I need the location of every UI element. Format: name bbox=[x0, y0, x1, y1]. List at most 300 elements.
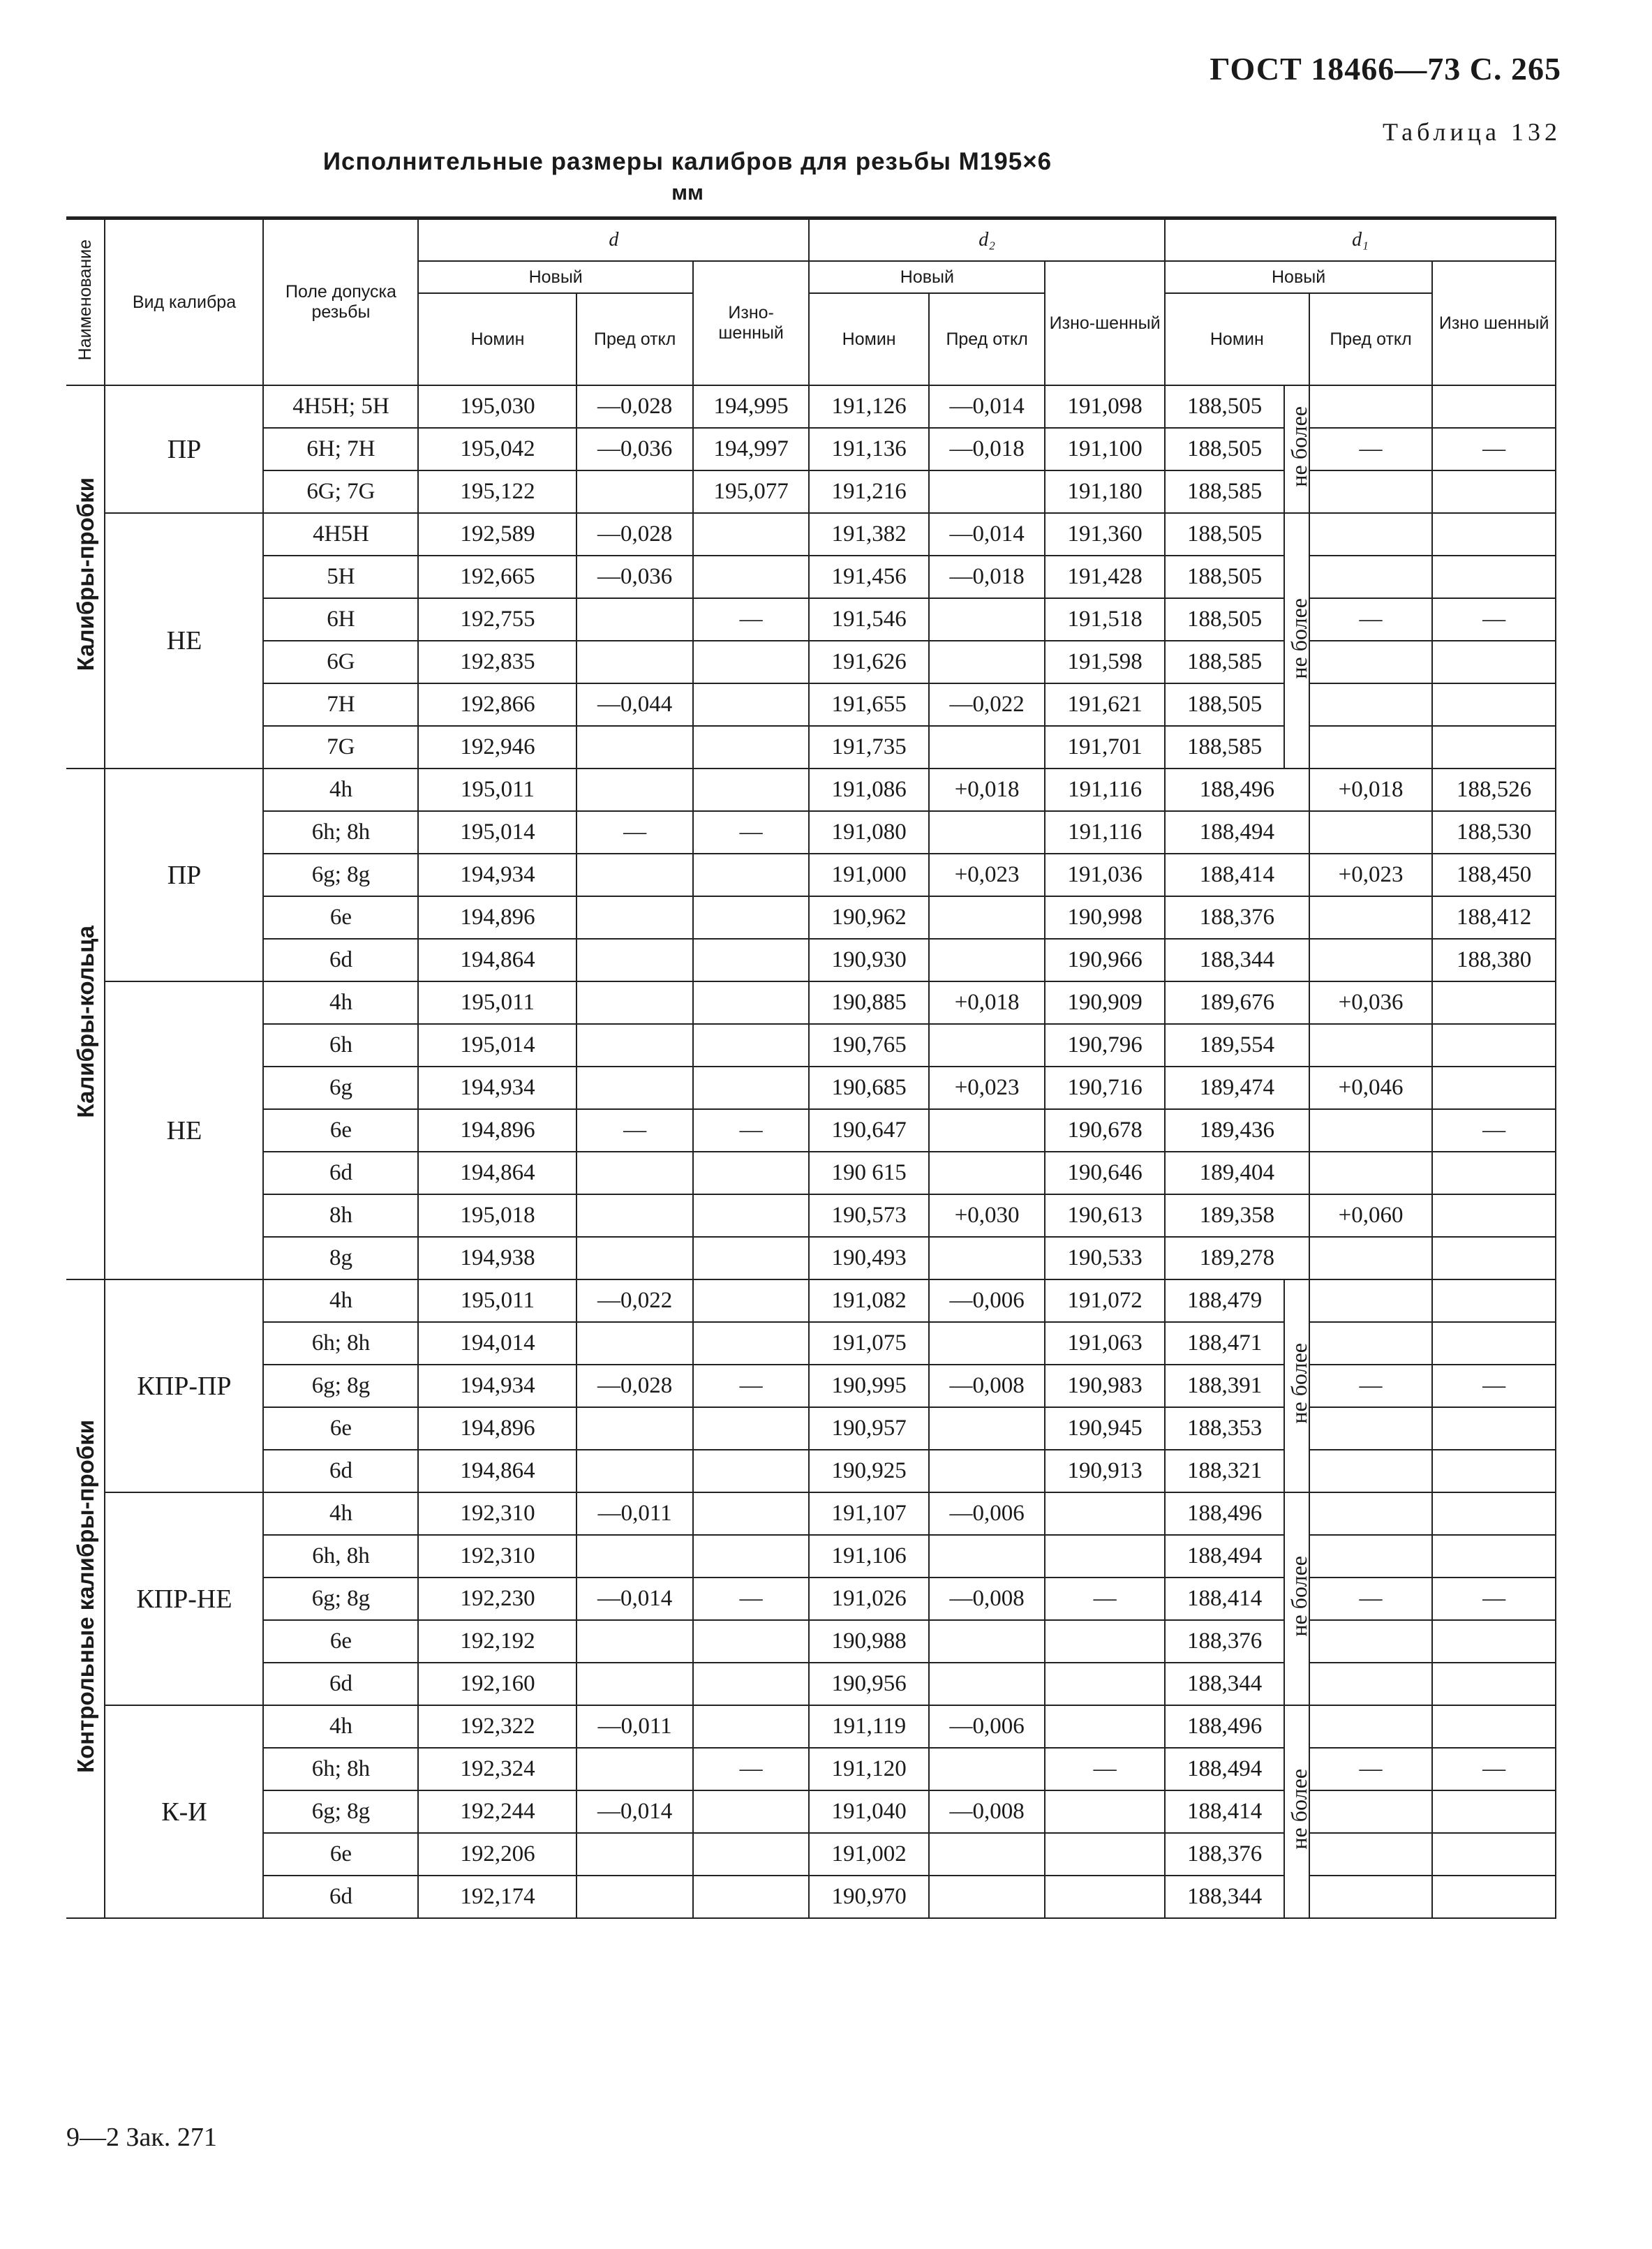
d2-worn bbox=[1045, 1620, 1165, 1663]
d2-worn: 191,098 bbox=[1045, 385, 1165, 428]
d1-nominal: 188,353 bbox=[1165, 1407, 1285, 1450]
d1-worn bbox=[1432, 1705, 1556, 1748]
d2-nominal: 191,126 bbox=[809, 385, 929, 428]
d-nominal: 194,896 bbox=[418, 1407, 576, 1450]
d-worn: 195,077 bbox=[693, 470, 809, 513]
d1-deviation: — bbox=[1309, 1578, 1433, 1620]
d-deviation bbox=[576, 1194, 692, 1237]
limit-note: не более bbox=[1286, 1556, 1312, 1637]
tolerance-field: 6d bbox=[263, 1876, 418, 1918]
table-row bbox=[66, 811, 1556, 854]
d1-nominal: 188,505 bbox=[1165, 556, 1285, 598]
d-deviation bbox=[576, 981, 692, 1024]
d-deviation bbox=[576, 769, 692, 811]
d1-nominal: 188,471 bbox=[1165, 1322, 1285, 1365]
group-name: Калибры-кольца bbox=[72, 925, 98, 1118]
d-nominal: 194,864 bbox=[418, 1450, 576, 1492]
limit-note-cell bbox=[1284, 1705, 1312, 1918]
d-worn: — bbox=[693, 1365, 809, 1407]
table-row bbox=[66, 1365, 1556, 1407]
d-nominal: 195,011 bbox=[418, 769, 576, 811]
tolerance-field: 6e bbox=[263, 896, 418, 939]
d-deviation: —0,011 bbox=[576, 1492, 692, 1535]
d-deviation bbox=[576, 726, 692, 769]
table-row bbox=[66, 1876, 1556, 1918]
d1-deviation bbox=[1309, 1322, 1433, 1365]
d-nominal: 195,018 bbox=[418, 1194, 576, 1237]
d-worn bbox=[693, 769, 809, 811]
d1-nominal: 188,585 bbox=[1165, 726, 1285, 769]
d1-deviation bbox=[1309, 939, 1433, 981]
d2-deviation: +0,030 bbox=[929, 1194, 1045, 1237]
d1-nominal: 189,474 bbox=[1165, 1067, 1309, 1109]
d1-deviation bbox=[1309, 1790, 1433, 1833]
d2-nominal: 191,626 bbox=[809, 641, 929, 683]
d1-nominal: 188,505 bbox=[1165, 428, 1285, 470]
table-row bbox=[66, 598, 1556, 641]
d-worn: — bbox=[693, 1748, 809, 1790]
d-worn: — bbox=[693, 1578, 809, 1620]
header-d2-worn: Изно-шенный bbox=[1045, 261, 1165, 385]
d1-worn bbox=[1432, 1535, 1556, 1578]
d2-nominal: 190 615 bbox=[809, 1152, 929, 1194]
d1-worn: 188,380 bbox=[1432, 939, 1556, 981]
d-worn: — bbox=[693, 811, 809, 854]
d2-nominal: 190,962 bbox=[809, 896, 929, 939]
d1-deviation bbox=[1309, 641, 1433, 683]
d-nominal: 192,665 bbox=[418, 556, 576, 598]
d2-worn: 191,428 bbox=[1045, 556, 1165, 598]
d-nominal: 192,160 bbox=[418, 1663, 576, 1705]
d-nominal: 192,835 bbox=[418, 641, 576, 683]
d1-nominal: 188,376 bbox=[1165, 1620, 1285, 1663]
d2-deviation: —0,006 bbox=[929, 1492, 1045, 1535]
d2-worn: 191,180 bbox=[1045, 470, 1165, 513]
d1-worn: 188,530 bbox=[1432, 811, 1556, 854]
d2-worn: 190,796 bbox=[1045, 1024, 1165, 1067]
d2-worn: 190,983 bbox=[1045, 1365, 1165, 1407]
tolerance-field: 5H bbox=[263, 556, 418, 598]
d-nominal: 194,014 bbox=[418, 1322, 576, 1365]
d-worn bbox=[693, 726, 809, 769]
d2-nominal: 191,456 bbox=[809, 556, 929, 598]
d-worn bbox=[693, 1194, 809, 1237]
d2-deviation bbox=[929, 1663, 1045, 1705]
header-d2-deviation: Пред откл bbox=[929, 293, 1045, 385]
d1-worn bbox=[1432, 1663, 1556, 1705]
d1-deviation bbox=[1309, 1407, 1433, 1450]
d-worn bbox=[693, 1237, 809, 1279]
table-row bbox=[66, 896, 1556, 939]
d-worn: — bbox=[693, 598, 809, 641]
page-header: ГОСТ 18466—73 С. 265 bbox=[1210, 51, 1561, 87]
d2-deviation bbox=[929, 1152, 1045, 1194]
gauge-kind: ПР bbox=[105, 385, 263, 513]
table-row bbox=[66, 513, 1556, 556]
d-deviation bbox=[576, 1407, 692, 1450]
d2-worn: 191,621 bbox=[1045, 683, 1165, 726]
d-deviation bbox=[576, 896, 692, 939]
tolerance-field: 6g; 8g bbox=[263, 1790, 418, 1833]
d1-nominal: 189,554 bbox=[1165, 1024, 1309, 1067]
d1-nominal: 188,344 bbox=[1165, 1876, 1285, 1918]
d2-nominal: 191,002 bbox=[809, 1833, 929, 1876]
d1-deviation bbox=[1309, 896, 1433, 939]
tolerance-field: 8g bbox=[263, 1237, 418, 1279]
gauge-kind: КПР-НЕ bbox=[105, 1492, 263, 1705]
d1-deviation bbox=[1309, 470, 1433, 513]
d1-deviation bbox=[1309, 1450, 1433, 1492]
d2-nominal: 191,382 bbox=[809, 513, 929, 556]
tolerance-field: 7G bbox=[263, 726, 418, 769]
d1-nominal: 188,494 bbox=[1165, 1535, 1285, 1578]
d1-nominal: 188,376 bbox=[1165, 1833, 1285, 1876]
d1-nominal: 188,414 bbox=[1165, 1578, 1285, 1620]
table-row bbox=[66, 641, 1556, 683]
d-nominal: 192,866 bbox=[418, 683, 576, 726]
tolerance-field: 6d bbox=[263, 1450, 418, 1492]
tolerance-field: 6h; 8h bbox=[263, 1322, 418, 1365]
d1-worn: 188,412 bbox=[1432, 896, 1556, 939]
tolerance-field: 6h; 8h bbox=[263, 1748, 418, 1790]
d2-worn bbox=[1045, 1535, 1165, 1578]
tolerance-field: 6h bbox=[263, 1024, 418, 1067]
d-nominal: 192,244 bbox=[418, 1790, 576, 1833]
d1-deviation bbox=[1309, 385, 1433, 428]
d-nominal: 195,014 bbox=[418, 811, 576, 854]
table-row bbox=[66, 1578, 1556, 1620]
d2-deviation: +0,018 bbox=[929, 981, 1045, 1024]
d2-nominal: 191,136 bbox=[809, 428, 929, 470]
d1-nominal: 189,436 bbox=[1165, 1109, 1309, 1152]
group-name: Калибры-пробки bbox=[72, 477, 98, 671]
table-row bbox=[66, 1109, 1556, 1152]
d1-deviation bbox=[1309, 726, 1433, 769]
d-worn bbox=[693, 1620, 809, 1663]
tolerance-field: 4H5H; 5H bbox=[263, 385, 418, 428]
d-nominal: 194,934 bbox=[418, 1365, 576, 1407]
d-deviation bbox=[576, 1152, 692, 1194]
d-nominal: 194,864 bbox=[418, 1152, 576, 1194]
d2-nominal: 191,075 bbox=[809, 1322, 929, 1365]
d1-worn bbox=[1432, 470, 1556, 513]
d2-nominal: 191,040 bbox=[809, 1790, 929, 1833]
tolerance-field: 6e bbox=[263, 1109, 418, 1152]
d-nominal: 194,938 bbox=[418, 1237, 576, 1279]
d-nominal: 192,946 bbox=[418, 726, 576, 769]
d-nominal: 194,864 bbox=[418, 939, 576, 981]
d1-deviation: — bbox=[1309, 1748, 1433, 1790]
tolerance-field: 6e bbox=[263, 1407, 418, 1450]
d1-worn bbox=[1432, 981, 1556, 1024]
tolerance-field: 6g; 8g bbox=[263, 1578, 418, 1620]
tolerance-field: 4h bbox=[263, 1705, 418, 1748]
table-row bbox=[66, 428, 1556, 470]
gauge-kind: КПР-ПР bbox=[105, 1279, 263, 1492]
d1-nominal: 188,414 bbox=[1165, 1790, 1285, 1833]
limit-note-cell bbox=[1284, 385, 1312, 513]
d2-worn: 190,909 bbox=[1045, 981, 1165, 1024]
d2-deviation bbox=[929, 1876, 1045, 1918]
header-d2-nominal: Номин bbox=[809, 293, 929, 385]
d1-worn bbox=[1432, 1450, 1556, 1492]
d-worn: 194,995 bbox=[693, 385, 809, 428]
d2-deviation bbox=[929, 811, 1045, 854]
d-deviation bbox=[576, 641, 692, 683]
d1-worn: 188,450 bbox=[1432, 854, 1556, 896]
d-deviation bbox=[576, 1748, 692, 1790]
d-nominal: 192,192 bbox=[418, 1620, 576, 1663]
d-deviation bbox=[576, 1024, 692, 1067]
d-nominal: 194,896 bbox=[418, 896, 576, 939]
d2-deviation bbox=[929, 598, 1045, 641]
d2-worn: — bbox=[1045, 1578, 1165, 1620]
d1-worn: — bbox=[1432, 428, 1556, 470]
d-deviation: —0,028 bbox=[576, 385, 692, 428]
header-d1-new: Новый bbox=[1165, 261, 1432, 293]
d-nominal: 192,755 bbox=[418, 598, 576, 641]
table-units: мм bbox=[671, 180, 704, 205]
d1-deviation bbox=[1309, 1876, 1433, 1918]
tolerance-field: 6H bbox=[263, 598, 418, 641]
d1-deviation bbox=[1309, 1492, 1433, 1535]
d-worn: — bbox=[693, 1109, 809, 1152]
d2-nominal: 190,957 bbox=[809, 1407, 929, 1450]
table-title: Исполнительные размеры калибров для резьбы M195×6 bbox=[322, 148, 1052, 175]
d1-worn bbox=[1432, 683, 1556, 726]
d-nominal: 192,174 bbox=[418, 1876, 576, 1918]
header-kind: Вид калибра bbox=[105, 218, 263, 386]
d-nominal: 195,030 bbox=[418, 385, 576, 428]
gauge-kind: НЕ bbox=[105, 981, 263, 1279]
d-deviation: —0,028 bbox=[576, 1365, 692, 1407]
tolerance-field: 6e bbox=[263, 1620, 418, 1663]
table-row bbox=[66, 1279, 1556, 1322]
header-d-new: Новый bbox=[418, 261, 692, 293]
d2-worn: 191,100 bbox=[1045, 428, 1165, 470]
d2-deviation bbox=[929, 896, 1045, 939]
table-row bbox=[66, 1407, 1556, 1450]
d-worn bbox=[693, 1279, 809, 1322]
d-worn bbox=[693, 854, 809, 896]
d-deviation: —0,014 bbox=[576, 1790, 692, 1833]
d-worn bbox=[693, 513, 809, 556]
d1-worn bbox=[1432, 556, 1556, 598]
d-deviation bbox=[576, 470, 692, 513]
tolerance-field: 6H; 7H bbox=[263, 428, 418, 470]
d1-nominal: 188,505 bbox=[1165, 513, 1285, 556]
d1-nominal: 188,585 bbox=[1165, 641, 1285, 683]
table-row bbox=[66, 1535, 1556, 1578]
table-row bbox=[66, 769, 1556, 811]
d-deviation bbox=[576, 598, 692, 641]
d-deviation: —0,011 bbox=[576, 1705, 692, 1748]
d2-deviation: —0,018 bbox=[929, 428, 1045, 470]
d2-worn: — bbox=[1045, 1748, 1165, 1790]
table-row bbox=[66, 1067, 1556, 1109]
table-row bbox=[66, 1833, 1556, 1876]
tolerance-field: 4h bbox=[263, 981, 418, 1024]
d2-nominal: 190,765 bbox=[809, 1024, 929, 1067]
d2-nominal: 191,106 bbox=[809, 1535, 929, 1578]
d2-deviation: —0,008 bbox=[929, 1790, 1045, 1833]
d-nominal: 194,934 bbox=[418, 1067, 576, 1109]
d2-worn: 190,945 bbox=[1045, 1407, 1165, 1450]
gauge-kind: НЕ bbox=[105, 513, 263, 769]
d-nominal: 195,042 bbox=[418, 428, 576, 470]
d-worn bbox=[693, 1024, 809, 1067]
d2-worn: 191,072 bbox=[1045, 1279, 1165, 1322]
table-row bbox=[66, 1790, 1556, 1833]
table-body bbox=[66, 385, 1556, 1918]
d1-worn bbox=[1432, 1152, 1556, 1194]
d1-deviation bbox=[1309, 683, 1433, 726]
tolerance-field: 6d bbox=[263, 939, 418, 981]
d-deviation bbox=[576, 1876, 692, 1918]
d1-worn bbox=[1432, 1492, 1556, 1535]
d-worn bbox=[693, 1450, 809, 1492]
d1-deviation: — bbox=[1309, 598, 1433, 641]
d1-deviation: — bbox=[1309, 1365, 1433, 1407]
d1-deviation bbox=[1309, 1620, 1433, 1663]
d1-deviation bbox=[1309, 1237, 1433, 1279]
d-deviation bbox=[576, 1535, 692, 1578]
d2-worn bbox=[1045, 1663, 1165, 1705]
d-deviation: —0,022 bbox=[576, 1279, 692, 1322]
table-number-label: Таблица 132 bbox=[1383, 118, 1561, 146]
d2-worn: 190,998 bbox=[1045, 896, 1165, 939]
d-worn: 194,997 bbox=[693, 428, 809, 470]
table-row bbox=[66, 683, 1556, 726]
table-row bbox=[66, 1322, 1556, 1365]
d2-deviation: —0,018 bbox=[929, 556, 1045, 598]
d2-nominal: 191,080 bbox=[809, 811, 929, 854]
d-nominal: 192,230 bbox=[418, 1578, 576, 1620]
d1-deviation bbox=[1309, 1152, 1433, 1194]
header-naimenovanie-text: Наименование bbox=[75, 239, 95, 361]
group-name: Контрольные калибры-пробки bbox=[72, 1419, 98, 1774]
d-deviation bbox=[576, 1450, 692, 1492]
d2-deviation bbox=[929, 1407, 1045, 1450]
limit-note-cell bbox=[1284, 1492, 1312, 1705]
d1-deviation bbox=[1309, 1663, 1433, 1705]
d-worn bbox=[693, 1876, 809, 1918]
d2-worn: 191,598 bbox=[1045, 641, 1165, 683]
d1-worn bbox=[1432, 1322, 1556, 1365]
table-row bbox=[66, 556, 1556, 598]
d2-deviation: —0,006 bbox=[929, 1279, 1045, 1322]
d-worn bbox=[693, 641, 809, 683]
d2-worn: 191,518 bbox=[1045, 598, 1165, 641]
table-row bbox=[66, 1194, 1556, 1237]
group-name-cell bbox=[66, 385, 105, 769]
d2-worn: 190,533 bbox=[1045, 1237, 1165, 1279]
d2-deviation: +0,018 bbox=[929, 769, 1045, 811]
gauge-kind: К-И bbox=[105, 1705, 263, 1918]
d-worn bbox=[693, 1790, 809, 1833]
d1-worn bbox=[1432, 1833, 1556, 1876]
d2-nominal: 191,216 bbox=[809, 470, 929, 513]
d-nominal: 195,011 bbox=[418, 981, 576, 1024]
d-worn bbox=[693, 1705, 809, 1748]
limit-note: не более bbox=[1286, 1769, 1312, 1850]
tolerance-field: 6g bbox=[263, 1067, 418, 1109]
d2-nominal: 190,956 bbox=[809, 1663, 929, 1705]
table-row bbox=[66, 1705, 1556, 1748]
d2-nominal: 191,086 bbox=[809, 769, 929, 811]
d2-worn: 191,036 bbox=[1045, 854, 1165, 896]
d-nominal: 192,322 bbox=[418, 1705, 576, 1748]
d-deviation bbox=[576, 1833, 692, 1876]
d1-worn: — bbox=[1432, 1109, 1556, 1152]
table-row bbox=[66, 1237, 1556, 1279]
page-footer: 9—2 Зак. 271 bbox=[66, 2123, 217, 2152]
d-worn bbox=[693, 939, 809, 981]
d2-nominal: 191,119 bbox=[809, 1705, 929, 1748]
d2-deviation: —0,014 bbox=[929, 513, 1045, 556]
d1-nominal: 189,404 bbox=[1165, 1152, 1309, 1194]
d1-deviation: +0,046 bbox=[1309, 1067, 1433, 1109]
d1-nominal: 188,344 bbox=[1165, 939, 1309, 981]
d1-nominal: 188,505 bbox=[1165, 683, 1285, 726]
d-deviation: —0,036 bbox=[576, 556, 692, 598]
header-d1: d₁ bbox=[1165, 218, 1556, 262]
d2-nominal: 191,546 bbox=[809, 598, 929, 641]
d-nominal: 192,324 bbox=[418, 1748, 576, 1790]
d2-deviation: —0,006 bbox=[929, 1705, 1045, 1748]
d2-deviation bbox=[929, 939, 1045, 981]
d2-deviation bbox=[929, 726, 1045, 769]
d-worn bbox=[693, 1663, 809, 1705]
header-d1-nominal: Номин bbox=[1165, 293, 1309, 385]
d1-deviation bbox=[1309, 513, 1433, 556]
table-row bbox=[66, 470, 1556, 513]
d1-deviation: +0,036 bbox=[1309, 981, 1433, 1024]
d2-deviation: —0,022 bbox=[929, 683, 1045, 726]
d-worn bbox=[693, 1067, 809, 1109]
d-deviation bbox=[576, 1067, 692, 1109]
header-d1-deviation: Пред откл bbox=[1309, 293, 1433, 385]
d2-nominal: 190,647 bbox=[809, 1109, 929, 1152]
d-worn bbox=[693, 1407, 809, 1450]
table-row bbox=[66, 1620, 1556, 1663]
d1-nominal: 188,479 bbox=[1165, 1279, 1285, 1322]
d1-nominal: 189,358 bbox=[1165, 1194, 1309, 1237]
tolerance-field: 6h; 8h bbox=[263, 811, 418, 854]
tolerance-field: 4h bbox=[263, 1492, 418, 1535]
limit-note-cell bbox=[1284, 1279, 1312, 1492]
d-worn bbox=[693, 1152, 809, 1194]
group-name-cell bbox=[66, 769, 105, 1279]
d2-worn: 190,966 bbox=[1045, 939, 1165, 981]
d2-worn: 190,678 bbox=[1045, 1109, 1165, 1152]
d-deviation bbox=[576, 939, 692, 981]
header-d-nominal: Номин bbox=[418, 293, 576, 385]
table-row bbox=[66, 1152, 1556, 1194]
d1-deviation bbox=[1309, 556, 1433, 598]
header-d1-worn: Изно шенный bbox=[1432, 261, 1556, 385]
d2-nominal: 190,685 bbox=[809, 1067, 929, 1109]
d1-worn: — bbox=[1432, 1578, 1556, 1620]
d1-deviation bbox=[1309, 1024, 1433, 1067]
d2-nominal: 191,735 bbox=[809, 726, 929, 769]
d2-deviation bbox=[929, 1109, 1045, 1152]
table-row bbox=[66, 939, 1556, 981]
d1-nominal: 189,676 bbox=[1165, 981, 1309, 1024]
d2-deviation: —0,008 bbox=[929, 1365, 1045, 1407]
tolerance-field: 6d bbox=[263, 1663, 418, 1705]
table-row bbox=[66, 1748, 1556, 1790]
